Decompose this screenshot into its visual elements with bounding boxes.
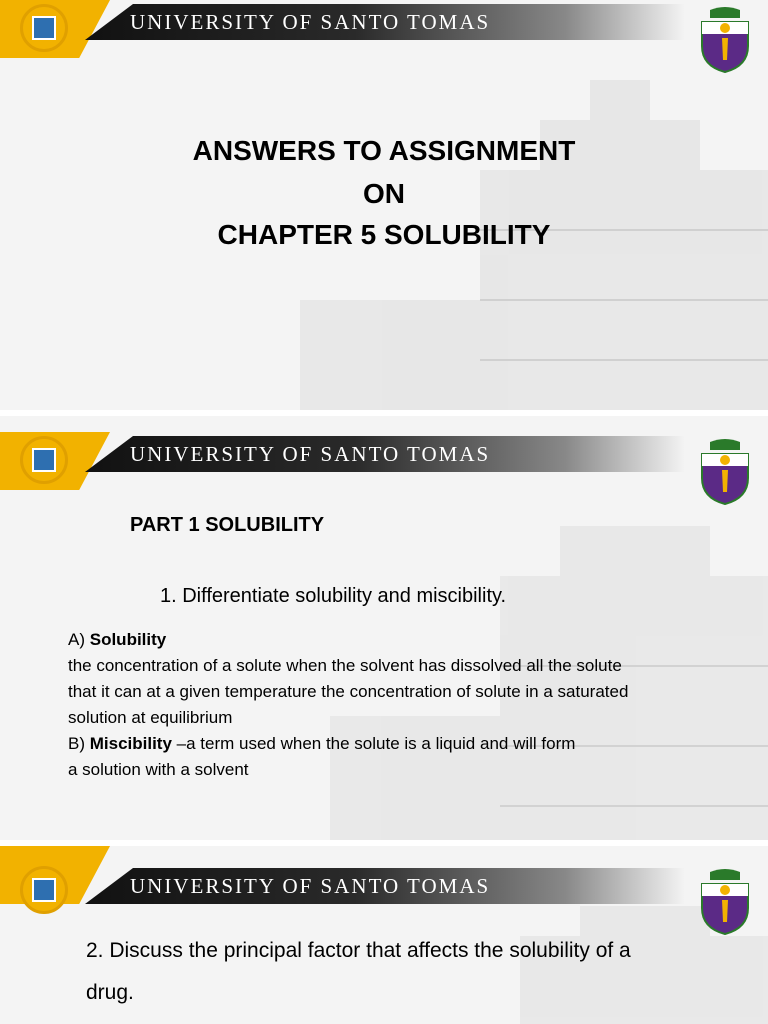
slide-2: [0, 416, 768, 840]
ust-seal-icon: [20, 866, 68, 914]
question-2: [86, 930, 631, 1014]
header-banner: [0, 0, 768, 58]
answer-b-term: Miscibility: [89, 734, 172, 753]
answer-a-heading: A) Solubility: [68, 630, 167, 649]
part-heading: PART 1 SOLUBILITY: [130, 514, 325, 536]
institution-name: UNIVERSITY OF SANTO TOMAS: [130, 442, 491, 466]
slide-1: [0, 0, 768, 410]
question-2-line-2: drug.: [86, 981, 134, 1004]
ust-seal-icon: [20, 4, 68, 52]
institution-name: UNIVERSITY OF SANTO TOMAS: [130, 874, 491, 898]
answer-b-line-1: B) Miscibility –a term used when the solute is a liquid and will form: [68, 734, 576, 753]
answer-a-line-1: the concentration of a solute when the solvent has dissolved all the solute: [68, 656, 622, 675]
faculty-crest-icon: [696, 866, 754, 936]
faculty-crest-icon: [696, 4, 754, 74]
answer-b-line-2: a solution with a solvent: [68, 760, 249, 779]
header-banner: [0, 846, 768, 904]
slide-title-line-2: ON: [363, 178, 405, 209]
header-banner: [0, 432, 768, 490]
answer-block: [68, 627, 758, 783]
slide-title-line-3: CHAPTER 5 SOLUBILITY: [217, 219, 551, 250]
question-1: 1. Differentiate solubility and miscibility.: [160, 585, 507, 607]
institution-name: UNIVERSITY OF SANTO TOMAS: [130, 10, 491, 34]
slide-3: [0, 846, 768, 1024]
slide-title-line-1: ANSWERS TO ASSIGNMENT: [192, 135, 576, 166]
answer-a-line-2: that it can at a given temperature the concentration of solute in a saturated: [68, 682, 629, 701]
faculty-crest-icon: [696, 436, 754, 506]
answer-a-line-3: solution at equilibrium: [68, 708, 233, 727]
answer-a-term: Solubility: [89, 630, 167, 649]
question-2-line-1: 2. Discuss the principal factor that affects the solubility of a: [86, 939, 631, 962]
ust-seal-icon: [20, 436, 68, 484]
